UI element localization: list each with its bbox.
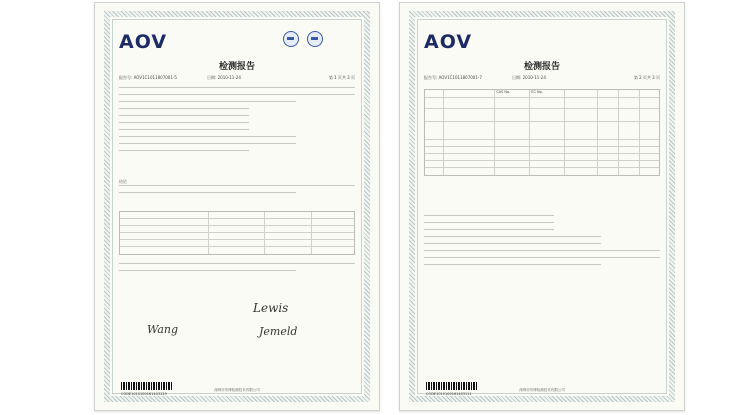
test-report-page-2 (399, 2, 685, 411)
barcode-number: CODE1010100161403129 (121, 392, 167, 396)
signature-1: Lewis (253, 301, 289, 315)
conclusion-heading: 结论 (119, 179, 127, 184)
results-table (119, 211, 355, 255)
header-ec-no: EC No. (530, 90, 565, 97)
report-number: 报告号: AOV1C1011807001-7 (424, 75, 482, 80)
aov-logo: AOV (119, 31, 168, 53)
barcode-number: CODE1010100161403111 (426, 392, 472, 396)
accreditation-seal-icon (283, 31, 299, 47)
page-indicator: 第 1 页共 3 页 (328, 75, 355, 80)
client-info-block (119, 87, 355, 157)
report-number: 报告号: AOV1C1011807001-5 (119, 75, 177, 80)
substance-table (424, 89, 660, 176)
report-meta (119, 75, 355, 82)
remarks-block (119, 263, 355, 277)
test-method-block (119, 179, 355, 199)
notes-block (424, 215, 660, 271)
header-cas-no: CAS No. (495, 90, 530, 97)
signature-3: Jemeld (259, 325, 298, 338)
certification-seal-icon (307, 31, 323, 47)
report-date: 日期: 2010-11-24 (207, 75, 241, 80)
report-meta (424, 75, 660, 82)
page-indicator: 第 2 页共 3 页 (633, 75, 660, 80)
report-date: 日期: 2010-11-24 (512, 75, 546, 80)
report-title: 检测报告 (218, 62, 255, 72)
test-report-page-1 (94, 2, 380, 411)
signature-2: Wang (147, 323, 179, 336)
footer-organization: 深圳市安博检测技术有限公司 (519, 388, 565, 392)
aov-logo: AOV (424, 31, 473, 53)
report-content (113, 19, 361, 396)
report-content (418, 19, 666, 396)
report-title: 检测报告 (523, 62, 560, 72)
footer-organization: 深圳市安博检测技术有限公司 (214, 388, 260, 392)
